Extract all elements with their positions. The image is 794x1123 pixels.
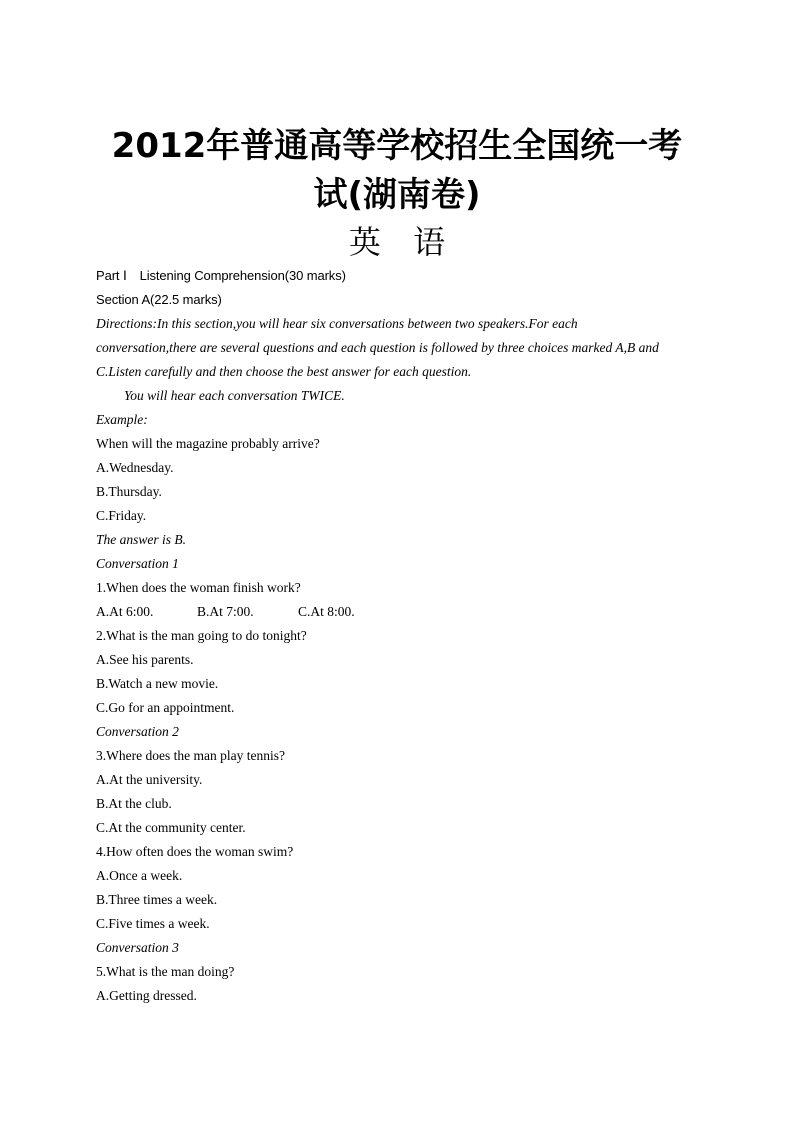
part-heading: Part Ⅰ Listening Comprehension(30 marks) (96, 268, 346, 283)
directions-line-2: conversation,there are several questions and each question is followed by three choices marked A,B and (96, 340, 659, 355)
example-label: Example: (96, 412, 148, 427)
exam-title-line-2: 试(湖南卷) (313, 175, 481, 215)
section-heading: Section A(22.5 marks) (96, 292, 222, 307)
directions-line-3: C.Listen carefully and then choose the best answer for each question. (96, 364, 472, 379)
question-2-option-c: C.Go for an appointment. (96, 700, 235, 715)
question-4-option-c: C.Five times a week. (96, 916, 210, 931)
question-2: 2.What is the man going to do tonight? (96, 628, 307, 643)
exam-title-line-1: 2012年普通高等学校招生全国统一考 (111, 126, 683, 166)
question-3-option-a: A.At the university. (96, 772, 203, 787)
question-4: 4.How often does the woman swim? (96, 844, 294, 859)
question-1: 1.When does the woman finish work? (96, 580, 301, 595)
example-answer: The answer is B. (96, 532, 187, 547)
question-1-options (96, 603, 396, 621)
question-5-option-a: A.Getting dressed. (96, 988, 197, 1003)
question-2-option-a: A.See his parents. (96, 652, 194, 667)
conversation-2-label: Conversation 2 (96, 724, 179, 739)
question-3-option-b: B.At the club. (96, 796, 172, 811)
question-3-option-c: C.At the community center. (96, 820, 246, 835)
conversation-1-label: Conversation 1 (96, 556, 179, 571)
question-1-option-c: C.At 8:00. (298, 604, 355, 619)
example-option-c: C.Friday. (96, 508, 147, 523)
conversation-3-label: Conversation 3 (96, 940, 179, 955)
directions-line-4: You will hear each conversation TWICE. (124, 388, 345, 403)
question-4-option-a: A.Once a week. (96, 868, 183, 883)
example-option-b: B.Thursday. (96, 484, 162, 499)
example-option-a: A.Wednesday. (96, 460, 174, 475)
question-2-option-b: B.Watch a new movie. (96, 676, 219, 691)
subject-title: 英 语 (348, 223, 446, 261)
example-question: When will the magazine probably arrive? (96, 436, 320, 451)
question-3: 3.Where does the man play tennis? (96, 748, 285, 763)
question-1-option-b: B.At 7:00. (197, 604, 254, 619)
directions-line-1: Directions:In this section,you will hear six conversations between two speakers.For each (96, 316, 578, 331)
question-1-option-a: A.At 6:00. (96, 604, 154, 619)
question-4-option-b: B.Three times a week. (96, 892, 218, 907)
question-5: 5.What is the man doing? (96, 964, 235, 979)
